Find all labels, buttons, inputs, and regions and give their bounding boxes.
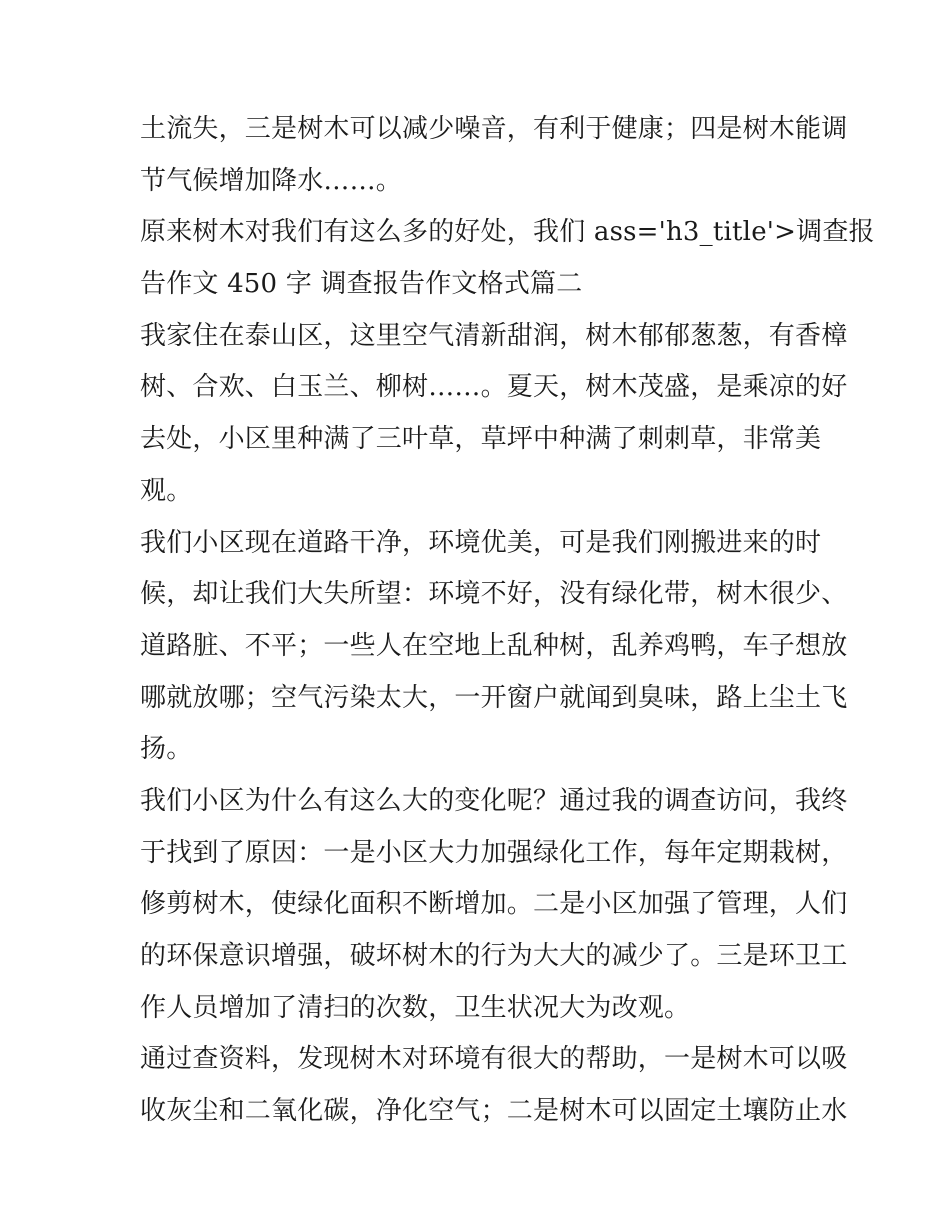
section-heading-line: 告作文 450 字 调查报告作文格式篇二 — [140, 269, 583, 300]
text-line: 作人员增加了清扫的次数，卫生状况大为改观。 — [140, 992, 691, 1023]
text-line: 原来树木对我们有这么多的好处，我们 ass='h3_title'>调查报 — [140, 217, 875, 248]
text-line: 的环保意识增强，破坏树木的行为大大的减少了。三是环卫工 — [140, 941, 848, 971]
text-line: 土流失，三是树木可以减少噪音，有利于健康；四是树木能调 — [140, 114, 848, 144]
text-line: 我家住在泰山区，这里空气清新甜润，树木郁郁葱葱，有香樟 — [140, 320, 848, 351]
text-line: 我们小区为什么有这么大的变化呢？通过我的调查访问，我终 — [140, 785, 848, 816]
paragraph-3 — [140, 311, 848, 518]
text-line: 道路脏、不平；一些人在空地上乱种树，乱养鸡鸭，车子想放 — [140, 630, 848, 661]
text-line: 节气候增加降水……。 — [140, 165, 403, 196]
text-line: 于找到了原因：一是小区大力加强绿化工作，每年定期栽树， — [140, 837, 848, 868]
paragraph-5 — [140, 776, 848, 1034]
text-line: 去处，小区里种满了三叶草，草坪中种满了刺刺草，非常美 — [140, 424, 822, 455]
paragraph-6 — [140, 1034, 848, 1137]
text-line: 候，却让我们大失所望：环境不好，没有绿化带，树木很少、 — [140, 579, 848, 610]
paragraph-4 — [140, 518, 848, 776]
paragraph-2 — [140, 207, 875, 310]
text-line: 通过查资料，发现树木对环境有很大的帮助，一是树木可以吸 — [140, 1044, 848, 1075]
text-line: 收灰尘和二氧化碳，净化空气；二是树木可以固定土壤防止水 — [140, 1096, 848, 1127]
text-line: 扬。 — [140, 734, 193, 765]
paragraph-1 — [140, 104, 848, 207]
text-line: 哪就放哪；空气污染太大，一开窗户就闻到臭味，路上尘土飞 — [140, 682, 848, 713]
text-line: 修剪树木，使绿化面积不断增加。二是小区加强了管理，人们 — [140, 889, 848, 920]
document-body — [140, 104, 875, 1138]
text-line: 树、合欢、白玉兰、柳树……。夏天，树木茂盛，是乘凉的好 — [140, 372, 848, 403]
text-line: 我们小区现在道路干净，环境优美，可是我们刚搬进来的时 — [140, 527, 822, 558]
text-line: 观。 — [140, 475, 193, 506]
